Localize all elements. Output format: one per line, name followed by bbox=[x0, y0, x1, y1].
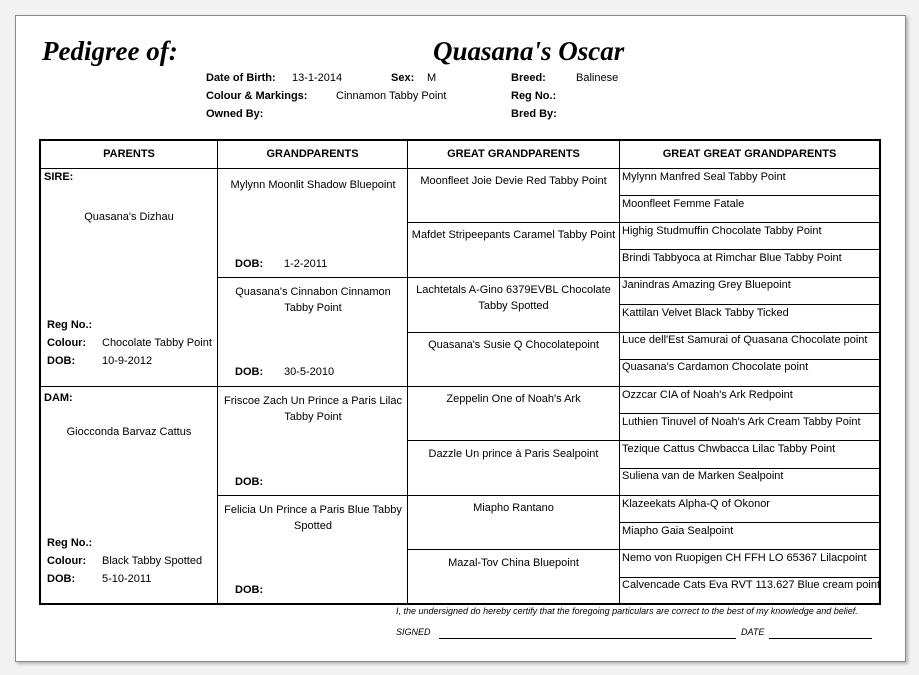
dam-colour-value: Black Tabby Spotted bbox=[102, 555, 203, 567]
great-great-grandparent-name: Janindras Amazing Grey Bluepoint bbox=[622, 279, 791, 291]
grandparent-dob-value: 1-2-2011 bbox=[284, 258, 328, 270]
great-great-grandparent-name: Tezique Cattus Chwbacca Lilac Tabby Point bbox=[622, 443, 836, 455]
sex-value: M bbox=[427, 72, 437, 84]
dam-reg-label: Reg No.: bbox=[47, 537, 93, 549]
row-divider bbox=[620, 359, 879, 360]
great-great-grandparent-name: Calvencade Cats Eva RVT 113.627 Blue cream point bbox=[622, 579, 881, 591]
dam-colour-label: Colour: bbox=[47, 555, 87, 567]
signed-label: SIGNED bbox=[396, 627, 431, 637]
sire-dob-value: 10-9-2012 bbox=[102, 355, 153, 367]
column-divider bbox=[407, 141, 408, 603]
great-great-grandparent-name: Kattilan Velvet Black Tabby Ticked bbox=[622, 307, 789, 319]
row-divider bbox=[218, 495, 879, 496]
sire-dob-label: DOB: bbox=[47, 355, 76, 367]
row-divider bbox=[620, 468, 879, 469]
grandparent-name: Friscoe Zach Un Prince a Paris Lilac Tabby Point bbox=[224, 395, 402, 423]
great-great-grandparent-name: Ozzcar CIA of Noah's Ark Redpoint bbox=[622, 389, 793, 401]
row-divider bbox=[620, 195, 879, 196]
great-grandparent-name: Zeppelin One of Noah's Ark bbox=[446, 393, 581, 405]
row-divider bbox=[620, 304, 879, 305]
great-great-grandparent-name: Highig Studmuffin Chocolate Tabby Point bbox=[622, 225, 822, 237]
sire-dam-divider bbox=[41, 386, 879, 387]
great-grandparent-name: Miapho Rantano bbox=[473, 502, 554, 514]
dob-label: Date of Birth: bbox=[206, 72, 276, 84]
great-great-grandparent-name: Moonfleet Femme Fatale bbox=[622, 198, 745, 210]
sex-label: Sex: bbox=[391, 72, 415, 84]
row-divider bbox=[408, 332, 879, 333]
col-header-great-great-grandparents: GREAT GREAT GRANDPARENTS bbox=[662, 148, 837, 160]
breed-label: Breed: bbox=[511, 72, 546, 84]
signature-line[interactable] bbox=[439, 638, 736, 639]
great-grandparent-name: Mafdet Stripeepants Caramel Tabby Point bbox=[411, 229, 616, 241]
sire-reg-label: Reg No.: bbox=[47, 319, 93, 331]
dob-value: 13-1-2014 bbox=[292, 72, 343, 84]
sire-colour-value: Chocolate Tabby Point bbox=[102, 337, 212, 349]
dam-name: Giocconda Barvaz Cattus bbox=[66, 426, 192, 438]
great-grandparent-name: Dazzle Un prince à Paris Sealpoint bbox=[428, 448, 599, 460]
sire-name: Quasana's Dizhau bbox=[84, 211, 174, 223]
date-label: DATE bbox=[741, 627, 765, 637]
great-grandparent-name: Quasana's Susie Q Chocolatepoint bbox=[428, 339, 599, 351]
row-divider bbox=[620, 249, 879, 250]
row-divider bbox=[620, 577, 879, 578]
row-divider bbox=[620, 413, 879, 414]
great-great-grandparent-name: Luce dell'Est Samurai of Quasana Chocolate point bbox=[622, 334, 868, 346]
colour-markings-value: Cinnamon Tabby Point bbox=[336, 90, 447, 102]
grandparent-name: Felicia Un Prince a Paris Blue Tabby Spotted bbox=[224, 504, 402, 532]
grandparent-name: Mylynn Moonlit Shadow Bluepoint bbox=[230, 179, 396, 191]
great-great-grandparent-name: Suliena van de Marken Sealpoint bbox=[622, 470, 784, 482]
great-great-grandparent-name: Klazeekats Alpha-Q of Okonor bbox=[622, 498, 770, 510]
header-divider bbox=[41, 168, 879, 169]
grandparent-dob-label: DOB: bbox=[235, 258, 264, 270]
great-great-grandparent-name: Brindi Tabbyoca at Rimchar Blue Tabby Point bbox=[622, 252, 842, 264]
grandparent-dob-label: DOB: bbox=[235, 476, 264, 488]
sire-colour-label: Colour: bbox=[47, 337, 87, 349]
row-divider bbox=[408, 440, 879, 441]
pedigree-sheet bbox=[15, 15, 906, 662]
row-divider bbox=[408, 222, 879, 223]
dam-label: DAM: bbox=[44, 392, 73, 404]
dam-dob-value: 5-10-2011 bbox=[102, 573, 152, 585]
owned-by-label: Owned By: bbox=[206, 108, 264, 120]
col-header-parents: PARENTS bbox=[103, 148, 155, 160]
great-grandparent-name: Mazal-Tov China Bluepoint bbox=[448, 557, 579, 569]
dam-dob-label: DOB: bbox=[47, 573, 76, 585]
certification-statement: I, the undersigned do hereby certify that the foregoing particulars are correct to the best of my knowledge and belief. bbox=[396, 606, 858, 616]
cat-name-title: Quasana's Oscar bbox=[433, 36, 625, 66]
grandparent-dob-label: DOB: bbox=[235, 366, 264, 378]
great-grandparent-name: Lachtetals A-Gino 6379EVBL Chocolate Tabby Spotted bbox=[416, 284, 611, 312]
bred-by-label: Bred By: bbox=[511, 108, 557, 120]
row-divider bbox=[620, 522, 879, 523]
reg-no-label: Reg No.: bbox=[511, 90, 557, 102]
row-divider bbox=[408, 549, 879, 550]
colour-markings-label: Colour & Markings: bbox=[206, 90, 308, 102]
sire-label: SIRE: bbox=[44, 171, 74, 183]
great-great-grandparent-name: Nemo von Ruopigen CH FFH LO 65367 Lilacpoint bbox=[622, 552, 867, 564]
column-divider bbox=[619, 141, 620, 603]
great-great-grandparent-name: Quasana's Cardamon Chocolate point bbox=[622, 361, 809, 373]
great-great-grandparent-name: Miapho Gaia Sealpoint bbox=[622, 525, 734, 537]
breed-value: Balinese bbox=[576, 72, 619, 84]
grandparent-dob-label: DOB: bbox=[235, 584, 264, 596]
grandparent-dob-value: 30-5-2010 bbox=[284, 366, 335, 378]
date-line[interactable] bbox=[769, 638, 872, 639]
pedigree-title-label: Pedigree of: bbox=[42, 36, 178, 66]
great-great-grandparent-name: Luthien Tinuvel of Noah's Ark Cream Tabby Point bbox=[622, 416, 861, 428]
great-grandparent-name: Moonfleet Joie Devie Red Tabby Point bbox=[420, 175, 607, 187]
col-header-grandparents: GRANDPARENTS bbox=[266, 148, 359, 160]
great-great-grandparent-name: Mylynn Manfred Seal Tabby Point bbox=[622, 171, 786, 183]
column-divider bbox=[217, 141, 218, 603]
pedigree-table bbox=[39, 139, 881, 605]
row-divider bbox=[218, 277, 879, 278]
col-header-great-grandparents: GREAT GRANDPARENTS bbox=[447, 148, 580, 160]
grandparent-name: Quasana's Cinnabon Cinnamon Tabby Point bbox=[235, 286, 391, 314]
